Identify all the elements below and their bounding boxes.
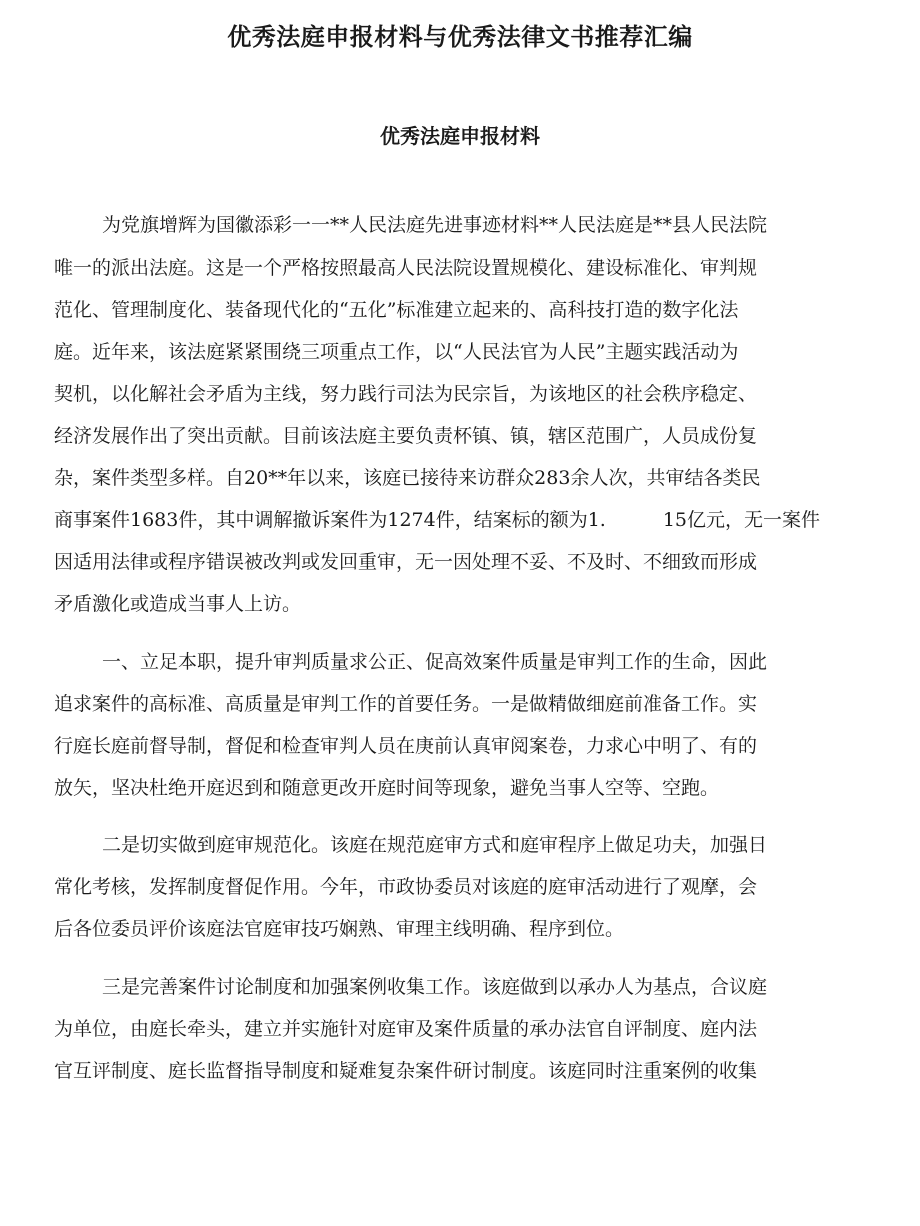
- section-title: 优秀法庭申报材料: [380, 124, 540, 148]
- paragraph-line: 庭。近年来，该法庭紧紧围绕三项重点工作，以“人民法官为人民”主题实践活动为: [54, 341, 739, 363]
- paragraph-line: 二是切实做到庭审规范化。该庭在规范庭审方式和庭审程序上做足功夫，加强日: [102, 834, 768, 856]
- paragraph-line: 常化考核，发挥制度督促作用。今年，市政协委员对该庭的庭审活动进行了观摩，会: [54, 876, 758, 898]
- paragraph-line: 范化、管理制度化、装备现代化的“五化”标准建立起来的、高科技打造的数字化法: [54, 299, 739, 321]
- paragraph-line: 为单位，由庭长牵头，建立并实施针对庭审及案件质量的承办法官自评制度、庭内法: [54, 1018, 758, 1040]
- paragraph-line: 后各位委员评价该庭法官庭审技巧娴熟、审理主线明确、程序到位。: [54, 918, 625, 940]
- paragraph-line: 契机，以化解社会矛盾为主线，努力践行司法为民宗旨，为该地区的社会秩序稳定、: [54, 383, 758, 405]
- paragraph-line: 一、立足本职，提升审判质量求公正、促高效案件质量是审判工作的生命，因此: [102, 651, 768, 673]
- document-title: 优秀法庭申报材料与优秀法律文书推荐汇编: [227, 23, 693, 51]
- paragraph-line: 因适用法律或程序错误被改判或发回重审，无一因处理不妥、不及时、不细致而形成: [54, 551, 758, 573]
- paragraph-line: 三是完善案件讨论制度和加强案例收集工作。该庭做到以承办人为基点，合议庭: [102, 976, 768, 998]
- paragraph-line: 矛盾激化或造成当事人上访。: [54, 593, 302, 615]
- paragraph-line: 追求案件的高标准、高质量是审判工作的首要任务。一是做精做细庭前准备工作。实: [54, 693, 758, 715]
- paragraph-line: 放矢，坚决杜绝开庭迟到和随意更改开庭时间等现象，避免当事人空等、空跑。: [54, 777, 720, 799]
- paragraph-line: 行庭长庭前督导制，督促和检查审判人员在庚前认真审阅案卷，力求心中明了、有的: [54, 735, 758, 757]
- paragraph-line: 经济发展作出了突出贡献。目前该法庭主要负责杯镇、镇，辖区范围广，人员成份复: [54, 425, 758, 447]
- paragraph-line: 杂，案件类型多样。自20**年以来，该庭已接待来访群众283余人次，共审结各类民: [54, 467, 761, 489]
- paragraph-line: 唯一的派出法庭。这是一个严格按照最高人民法院设置规模化、建设标准化、审判规: [54, 257, 758, 279]
- paragraph-line: 为党旗增辉为国徽添彩一一**人民法庭先进事迹材料**人民法庭是**县人民法院: [102, 214, 768, 236]
- paragraph-line: 商事案件1683件，其中调解撤诉案件为1274件，结案标的额为1. 15亿元，无一案件: [54, 509, 821, 531]
- paragraph-line: 官互评制度、庭长监督指导制度和疑难复杂案件研讨制度。该庭同时注重案例的收集: [54, 1060, 758, 1082]
